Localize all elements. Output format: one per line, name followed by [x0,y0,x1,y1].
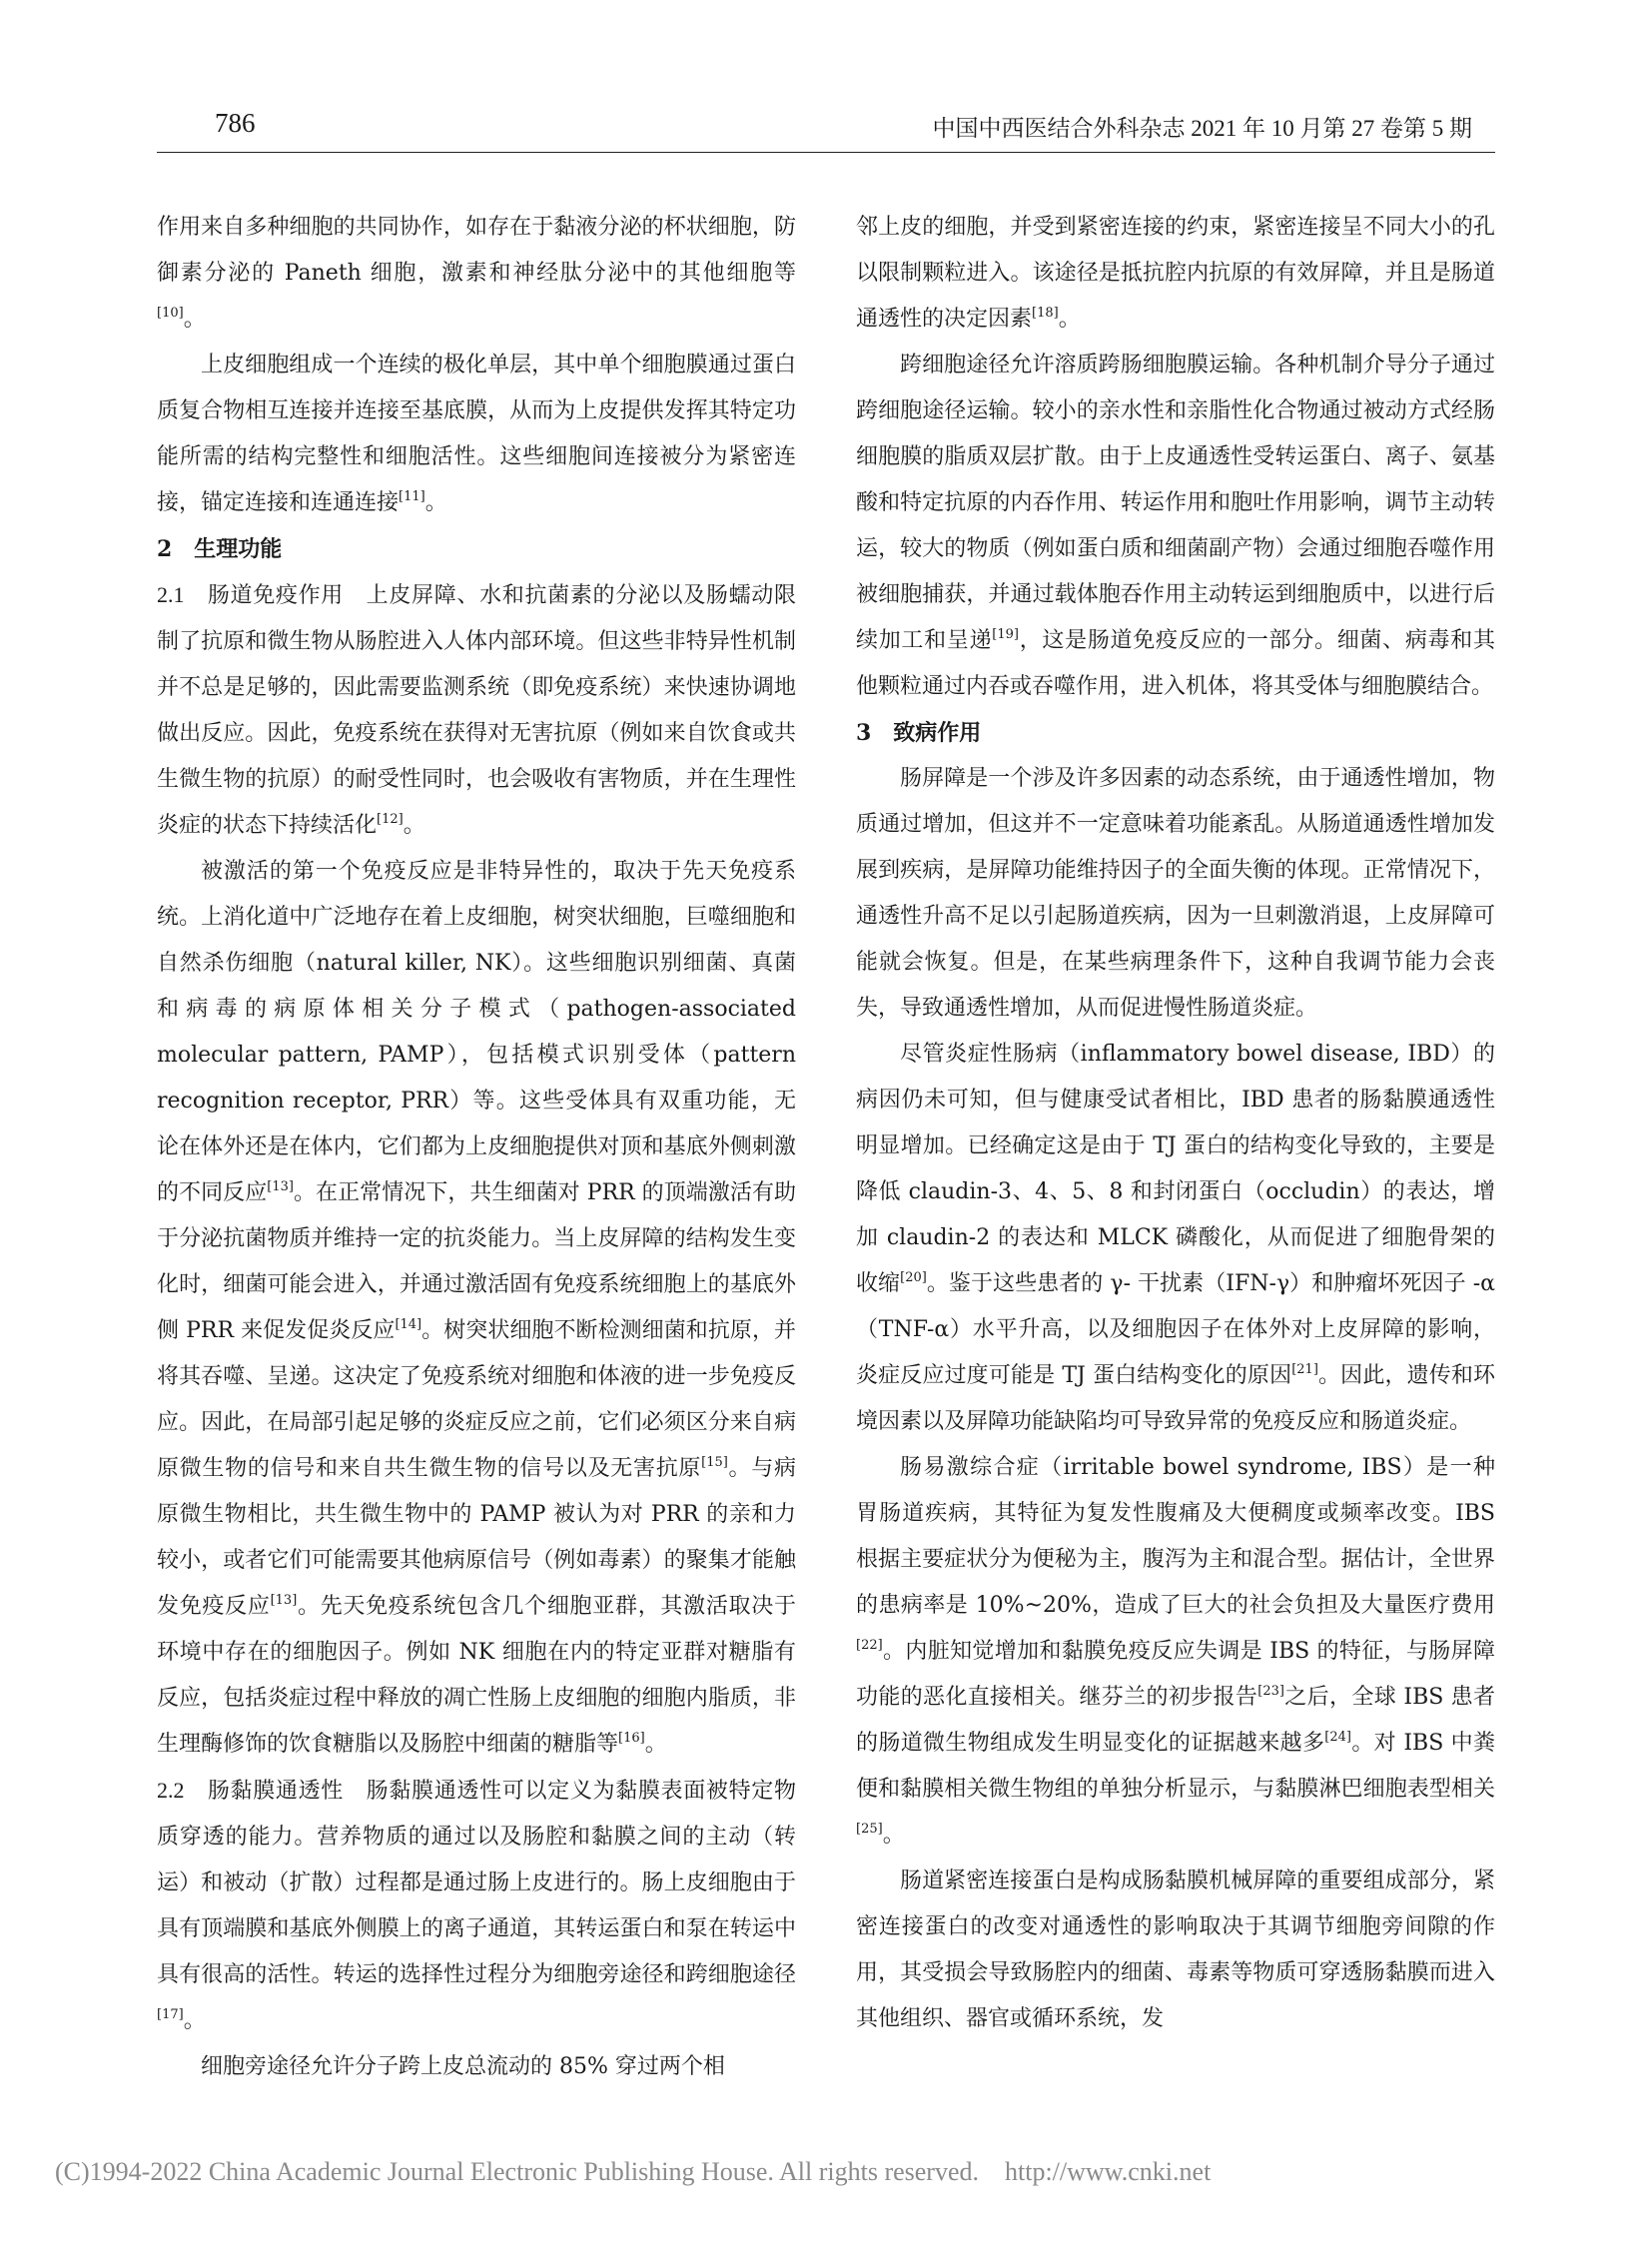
section-heading: 3 致病作用 [856,720,982,746]
paragraph: 2.2 肠黏膜通透性 肠黏膜通透性可以定义为黏膜表面被特定物质穿透的能力。营养物质的通过以及肠腔和黏膜之间的主动（转运）和被动（扩散）过程都是通过肠上皮进行的。肠上皮细胞由于具有顶端膜和基底外侧膜上的离子通道，其转运蛋白和泵在转运中具有很高的活性。转运的选择性过程分为细胞旁途径和跨细胞途径[17]。 [157,1778,796,2033]
citation[interactable]: [10] [157,306,184,321]
paragraph: 上皮细胞组成一个连续的极化单层，其中单个细胞膜通过蛋白质复合物相互连接并连接至基底膜，从而为上皮提供发挥其特定功能所需的结构完整性和细胞活性。这些细胞间连接被分为紧密连接，锚定连接和连通连接[11]。 [157,353,796,515]
citation[interactable]: [25] [856,1822,883,1837]
paragraph: 作用来自多种细胞的共同协作，如存在于黏液分泌的杯状细胞，防御素分泌的 Paneth 细胞，激素和神经肽分泌中的其他细胞等[10]。 [157,215,796,332]
citation[interactable]: [17] [157,2007,184,2022]
citation[interactable]: [20] [900,1270,927,1285]
citation[interactable]: [21] [1291,1362,1318,1377]
citation[interactable]: [22] [856,1638,883,1653]
paragraph: 尽管炎症性肠病（inflammatory bowel disease, IBD）的病因仍未可知，但与健康受试者相比，IBD 患者的肠黏膜通透性明显增加。已经确定这是由于 TJ 蛋白的结构变化导致的，主要是降低 claudin-3、4、5、8 和封闭蛋白（occludin）的表达，增加 claudin-2 的表达和 MLCK 磷酸化，从而促进了细胞骨架的收缩[20]。鉴于这些患者的 γ- 干扰素（IFN-γ）和肿瘤坏死因子 -α（TNF-α）水平升高，以及细胞因子在体外对上皮屏障的影响，炎症反应过度可能是 TJ 蛋白结构变化的原因[21]。因此，遗传和环境因素以及屏障功能缺陷均可导致异常的免疫反应和肠道炎症。 [856,1042,1495,1434]
copyright-notice: (C)1994-2022 China Academic Journal Electronic Publishing House. All rights reserved. [55,2157,979,2186]
section-heading: 2 生理功能 [157,536,283,562]
right-column [856,205,1495,2042]
paragraph: 跨细胞途径允许溶质跨肠细胞膜运输。各种机制介导分子通过跨细胞途径运输。较小的亲水性和亲脂性化合物通过被动方式经肠细胞膜的脂质双层扩散。由于上皮通透性受转运蛋白、离子、氨基酸和特定抗原的内吞作用、转运作用和胞吐作用影响，调节主动转运，较大的物质（例如蛋白质和细菌副产物）会通过细胞吞噬作用被细胞捕获，并通过载体胞吞作用主动转运到细胞质中，以进行后续加工和呈递[19]，这是肠道免疫反应的一部分。细菌、病毒和其他颗粒通过内吞或吞噬作用，进入机体，将其受体与细胞膜结合。 [856,353,1495,699]
paragraph: 肠易激综合症（irritable bowel syndrome, IBS）是一种胃肠道疾病，其特征为复发性腹痛及大便稠度或频率改变。IBS 根据主要症状分为便秘为主，腹泻为主和混合型。据估计，全世界的患病率是 10%~20%，造成了巨大的社会负担及大量医疗费用[22]。内脏知觉增加和黏膜免疫反应失调是 IBS 的特征，与肠屏障功能的恶化直接相关。继芬兰的初步报告[23]之后，全球 IBS 患者的肠道微生物组成发生明显变化的证据越来越多[24]。对 IBS 中粪便和黏膜相关微生物组的单独分析显示，与黏膜淋巴细胞表型相关[25]。 [856,1455,1495,1848]
citation[interactable]: [23] [1257,1684,1284,1699]
paragraph: 肠道紧密连接蛋白是构成肠黏膜机械屏障的重要组成部分，紧密连接蛋白的改变对通透性的影响取决于其调节细胞旁间隙的作用，其受损会导致肠腔内的细菌、毒素等物质可穿透肠黏膜而进入其他组织、器官或循环系统，发 [856,1868,1495,2031]
citation[interactable]: [18] [1032,306,1059,321]
citation[interactable]: [13] [267,1179,294,1194]
page-number: 786 [215,108,256,138]
left-column [157,205,796,2090]
citation[interactable]: [12] [377,812,404,827]
paragraph: 被激活的第一个免疫反应是非特异性的，取决于先天免疫系统。上消化道中广泛地存在着上皮细胞，树突状细胞，巨噬细胞和自然杀伤细胞（natural killer, NK）。这些细胞识别细菌、真菌和病毒的病原体相关分子模式（pathogen-associated molecular pattern, PAMP），包括模式识别受体（pattern recognition receptor, PRR）等。这些受体具有双重功能，无论在体外还是在体内，它们都为上皮细胞提供对顶和基底外侧刺激的不同反应[13]。在正常情况下，共生细菌对 PRR 的顶端激活有助于分泌抗菌物质并维持一定的抗炎能力。当上皮屏障的结构发生变化时，细菌可能会进入，并通过激活固有免疫系统细胞上的基底外侧 PRR 来促发促炎反应[14]。树突状细胞不断检测细菌和抗原，并将其吞噬、呈递。这决定了免疫系统对细胞和体液的进一步免疫反应。因此，在局部引起足够的炎症反应之前，它们必须区分来自病原微生物的信号和来自共生微生物的信号以及无害抗原[15]。与病原微生物相比，共生微生物中的 PAMP 被认为对 PRR 的亲和力较小，或者它们可能需要其他病原信号（例如毒素）的聚集才能触发免疫反应[13]。先天免疫系统包含几个细胞亚群，其激活取决于环境中存在的细胞因子。例如 NK 细胞在内的特定亚群对糖脂有反应，包括炎症过程中释放的凋亡性肠上皮细胞的细胞内脂质，非生理酶修饰的饮食糖脂以及肠腔中细菌的糖脂等[16]。 [157,859,796,1757]
citation[interactable]: [11] [399,489,425,504]
subsection-heading: 2.1 肠道免疫作用 [157,582,344,607]
citation[interactable]: [19] [992,627,1019,642]
paragraph: 肠屏障是一个涉及许多因素的动态系统，由于通透性增加，物质通过增加，但这并不一定意味着功能紊乱。从肠道通透性增加发展到疾病，是屏障功能维持因子的全面失衡的体现。正常情况下，通透性升高不足以引起肠道疾病，因为一旦刺激消退，上皮屏障可能就会恢复。但是，在某些病理条件下，这种自我调节能力会丧失，导致通透性增加，从而促进慢性肠道炎症。 [856,766,1495,1021]
journal-header: 中国中西医结合外科杂志 2021 年 10 月第 27 卷第 5 期 [932,116,1472,141]
citation[interactable]: [16] [618,1731,645,1746]
citation[interactable]: [13] [270,1593,298,1608]
paragraph: 2.1 肠道免疫作用 上皮屏障、水和抗菌素的分泌以及肠蠕动限制了抗原和微生物从肠腔进入人体内部环境。但这些非特异性机制并不总是足够的，因此需要监测系统（即免疫系统）来快速协调地做出反应。因此，免疫系统在获得对无害抗原（例如来自饮食或共生微生物的抗原）的耐受性同时，也会吸收有害物质，并在生理性炎症的状态下持续活化[12]。 [157,582,796,838]
citation[interactable]: [24] [1324,1730,1351,1745]
citation[interactable]: [14] [395,1317,422,1332]
paragraph: 细胞旁途径允许分子跨上皮总流动的 85% 穿过两个相 [201,2054,725,2079]
footer [55,2157,1211,2187]
header-rule [157,152,1495,153]
paragraph: 邻上皮的细胞，并受到紧密连接的约束，紧密连接呈不同大小的孔以限制颗粒进入。该途径是抵抗腔内抗原的有效屏障，并且是肠道通透性的决定因素[18]。 [856,215,1495,332]
subsection-heading: 2.2 肠黏膜通透性 [157,1778,344,1803]
footer-url[interactable]: http://www.cnki.net [1005,2157,1212,2186]
citation[interactable]: [15] [701,1455,728,1470]
